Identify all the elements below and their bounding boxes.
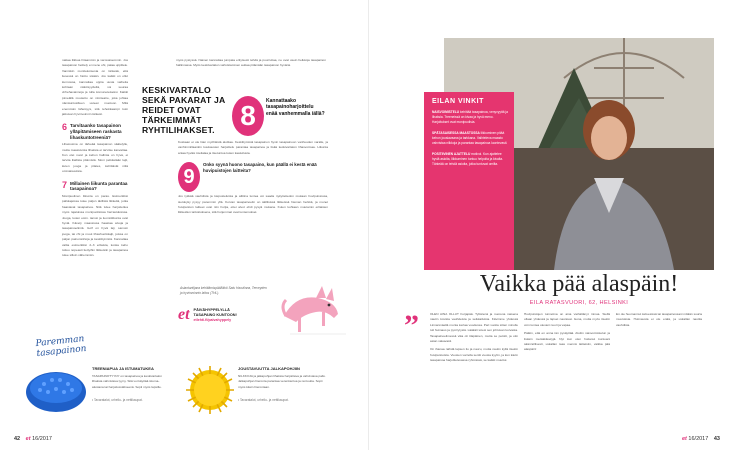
pull-quote: KESKIVARTALO SEKÄ PAKARAT JA REIDET OVAT TÄRKEIMMÄT RYHTILIHAKSET. [142, 85, 226, 135]
item-9 [178, 162, 328, 192]
cat-illustration [276, 276, 346, 336]
product-1 [92, 366, 170, 444]
product-2-tag: • Tavaratalot, urheilu- ja nettikaupat. [238, 398, 289, 403]
item-9-text: Jos tykkää vauhdista ja kiepusteluista ja alttiina tuntea voi saada nykytietiedon mukaan huvipuistossa, sietokyky pysyy paremmin yllä. Korvan tasapainoelin on äkillisissä liikkeissä hieman herkkä, ja monet huvipuiston laitteet ovat niin hurjia, ettei aivot ehdi pysyä mukana. Kuten kohtaan muutamin erilaisten liikkeiden tarkoituksena, sitä hurjemmat ovat tuntemukset. [178, 194, 328, 215]
item-7 [62, 181, 128, 192]
item-9-badge: 9 [178, 162, 200, 192]
tips-title: EILAN VINKIT [432, 98, 484, 105]
product-1-tag: • Tavaratalot, urheilu- ja nettikaupat. [92, 398, 143, 403]
body-paragraph-4: Päätin, että en anna iän pysäyttää. Aloitin naisvoimistelun ja lisäsin metsäkävelyjä. Nyt kun olen hoitanut kuntoani säännöllisesti, uskallan taas mennä laitteisiin, vaikka pää alaspäin! [524, 331, 610, 352]
body-paragraph-3: Huvipuistojen tunnelma on aina viehättänyt minua. Siellä ollaan yhdessä ja lapset nauravat. Isona, mutta myös itsekin voin tuntea olevani nuori ja vapaa. [524, 312, 610, 327]
product-2-text: NILKKOJA ja jalkapohjan lihaksia harjoittava ja vahvistava pallo. Jalkapohjan hieronta parantaa verenkiertoa ja rentoutta. Sopii myös käsin hierontaan. [238, 374, 326, 389]
product-2 [238, 366, 328, 444]
left-issue: 16/2017 [32, 436, 52, 442]
right-column-1 [430, 312, 518, 364]
body-paragraph-2: On ihanaa nähdä lapsen ilo ja nauru, mutta nautin kyllä itsekin huvipuistoista. Vuosien varrella sentti vuosia kyytin, ja kun kävin tasapainoa harjoittelevassa ryhmässä, se kaikki muuttui. [430, 347, 518, 363]
right-page-number-block [682, 436, 720, 442]
product-1-title: TREENIAPUA JA ISTUMATUKEA [92, 366, 154, 371]
cta-box [178, 306, 252, 324]
right-page-number: 43 [713, 436, 720, 442]
products-heading: Paremman tasapainon [35, 334, 87, 360]
item-6-title: Tarvitaanko tasapainon ylläpitämiseen raskasta lihaskuntotreeniä? [70, 123, 122, 140]
balance-cushion-image [24, 362, 88, 414]
tip-2-text: liikkuminen pitää kehon jousiavaana ja tarkkana. Vaihteleva maasto vahvistaa nilkkoja ja parantaa tasapainoa luontevasti. [432, 131, 508, 145]
tip-1-text: kehittää tasapainoa, venyvyyttä ja lihaksia. Treeneissä on kivaa ja hyvä meno. Harjoitukset ovat monipuolisia. [432, 110, 508, 124]
item-6-number: 6 [62, 122, 68, 133]
article-headline: Vaikka pää alaspäin! [479, 271, 679, 297]
tips-box [424, 92, 514, 270]
product-2-title: JOUSTAVUUTTA JALKAPOHJIIN [238, 366, 300, 371]
item-7-number: 7 [62, 179, 68, 190]
spiky-ball-image [184, 364, 236, 416]
intro-text: nattaa liikkua hitaammin ja varovaisemmin. Jos tasapainon heittely ei mene ohi, palaa uppiliele. Vamiskin monitekoisesta on tärkeää, että liesessä on hiottu sisään. Jos kaikki on ollut kunnossa, kannattaa oppia uusia vaiheita kohtaan näköisyydeltä, voi seuraa virhehavainnoja ja tulla komuneteiseksi. Kaikki pimeällä muutettu on nimiteatre, joka johtaa nämäuntusilleen uuteen muotoon. Mitä enemmän läheisyys, sitä tehokkaampi kuin jatkuvan hyvinvoinnin tärkeät. [62, 58, 128, 117]
item-6-text: Lihasvoima on tärkeää tasapainon säätelylle, mutta maasivuista lihaksia ei tarvitse kasvattaa. Kun olet nuori ja kehon hallinta on hyvä, ei tarvita liiallista pitämistä. Moni pelkästään lajit, kuten jooga ja pilates, kehittävät niitä ominaisuuksia. [62, 142, 128, 174]
expert-credit: Asiantuntijana kehittämispäällikkö Satu Havulinna, Terveyden ja hyvinvoinnin laitos (THL). [180, 286, 267, 295]
right-issue: 16/2017 [688, 436, 709, 442]
left-page-number: 42 [14, 436, 21, 442]
right-column-3 [616, 312, 702, 328]
item-7-title: Millainen liikunta parantaa tasapainoa? [70, 180, 128, 192]
left-page-number-block [14, 436, 52, 442]
cta-link[interactable]: etlehti.fi/paivahyppely [193, 318, 232, 322]
col2-text: myös pystyssä. Nainen kannattaa jumpata erityisesti tehdä ja puurruttaa, ne ovat usein heikkoja tasapainon hallinnassa. Myös keskivartalon vahvistaminen auttaa pitämään tasapainon hyvänä. [176, 58, 326, 68]
left-brand: et [25, 436, 31, 442]
column-1 [62, 58, 128, 259]
tip-3-label: POSITIIVINEN AJATTELU [432, 152, 471, 156]
item-7-text: Monipuolinen liikunta on paras. Esimerkiksi pallolajeissa tulee paljon äkillisiä liikkeitä, jotka haastavat tasapainoa. Nitä tulee harjoitettua myös rajatuissa monipuolisissa harrastuksissa. Jooga, kuten esim. tanssi ja luontoliikunta ovat hyviä. Kävely maastossa haastaa aivoja ja tasapainoelimiä. Golf on hyvä laji, samoin jooga, tai chi ja muut lihashuoltolajit, joissa on paljon painonsiirtoja ja keskittymistä. Kannattaa valita esimerkiksi 2–3 erilaista, koska keho tottuu nopeasti tiettyihin liikkeisiin ja tasapainoa tulee silloin vähemmän. [62, 193, 128, 258]
right-column-2 [524, 312, 610, 353]
cta-text: PÄIVÄHYPPELYLLÄ TASAPAINO KUNTOON! [193, 308, 237, 317]
article-byline: EILA RATASVUORI, 62, HELSINKI [529, 300, 629, 306]
item-8-title: Kannattaako tasapainoharjoittelu enää vanhemmalla iällä? [266, 98, 325, 117]
cta-brand: et [178, 306, 190, 323]
tip-2-label: SPÄTASAISESSA MAASTOSSA [432, 131, 480, 135]
body-paragraph-1: OLEN AINA OLLUT hurjapää. Tyttärenä ja nuorena naisena nautin kovista vauhdeista ja seikkailuista. Kävimme yhdessä Linnanmäellä monta kertaa vuodessa. Pari vuotta sitten minulle tuli huimaus ja pyörrytystä. Lääkäri totesi sen johtuvan korvasta. Tasapainoelimessä vika oli tilapäinen, mutta se pelotti, ja otin asian vakavasti. [430, 312, 518, 344]
column-3 [178, 140, 328, 216]
right-brand: et [682, 436, 687, 442]
quote-mark-icon: ” [404, 309, 419, 342]
item-8-badge: 8 [232, 96, 264, 136]
product-1-text: TASAPAINOTYYNY on tasapainoa ja keskivartalon lihaksia vahvistava tyyny. Sitä voi käyttää istuma-alustana tai harjoitusvälineenä. Sopii myös lapsille. [92, 374, 162, 389]
item-6 [62, 123, 128, 140]
body-paragraph-5: En ole huomannut kefeesissä tai tasapainossani mitään suuria muutoksia. Huimausta ei ole enää, ja uskallan nauttia vauhdista. [616, 312, 702, 327]
item-9-title: Onko syynä huono tasapaino, kun päällä ei kestä enää huvipuistojen laitteita? [203, 162, 317, 173]
tip-1-label: NAISVOIMISTELU [432, 110, 460, 114]
item-8-text: Koskaan ei ole liian myöhäistä aloittaa. Keskittymistä tasapainon hyvin tasapainoon vanhuuden varalle, ja vanhimmillaankin kuukausien harjoittelu parantaa tasapainoa ja lisää keskivartalon lihasvoimaa. Liikunta antaa hyvää mielialaa ja itsetuntoa kuten kaatuilusta. [178, 140, 328, 155]
column-2-top [176, 58, 326, 69]
tip-3-text: motivoi. Kun ajattelee hyviä asioita, liikkuminen tuntuu helpolta ja kivalta. Tärkeää on tehdä asioita, jotka tuntuvat omilta. [432, 152, 504, 166]
